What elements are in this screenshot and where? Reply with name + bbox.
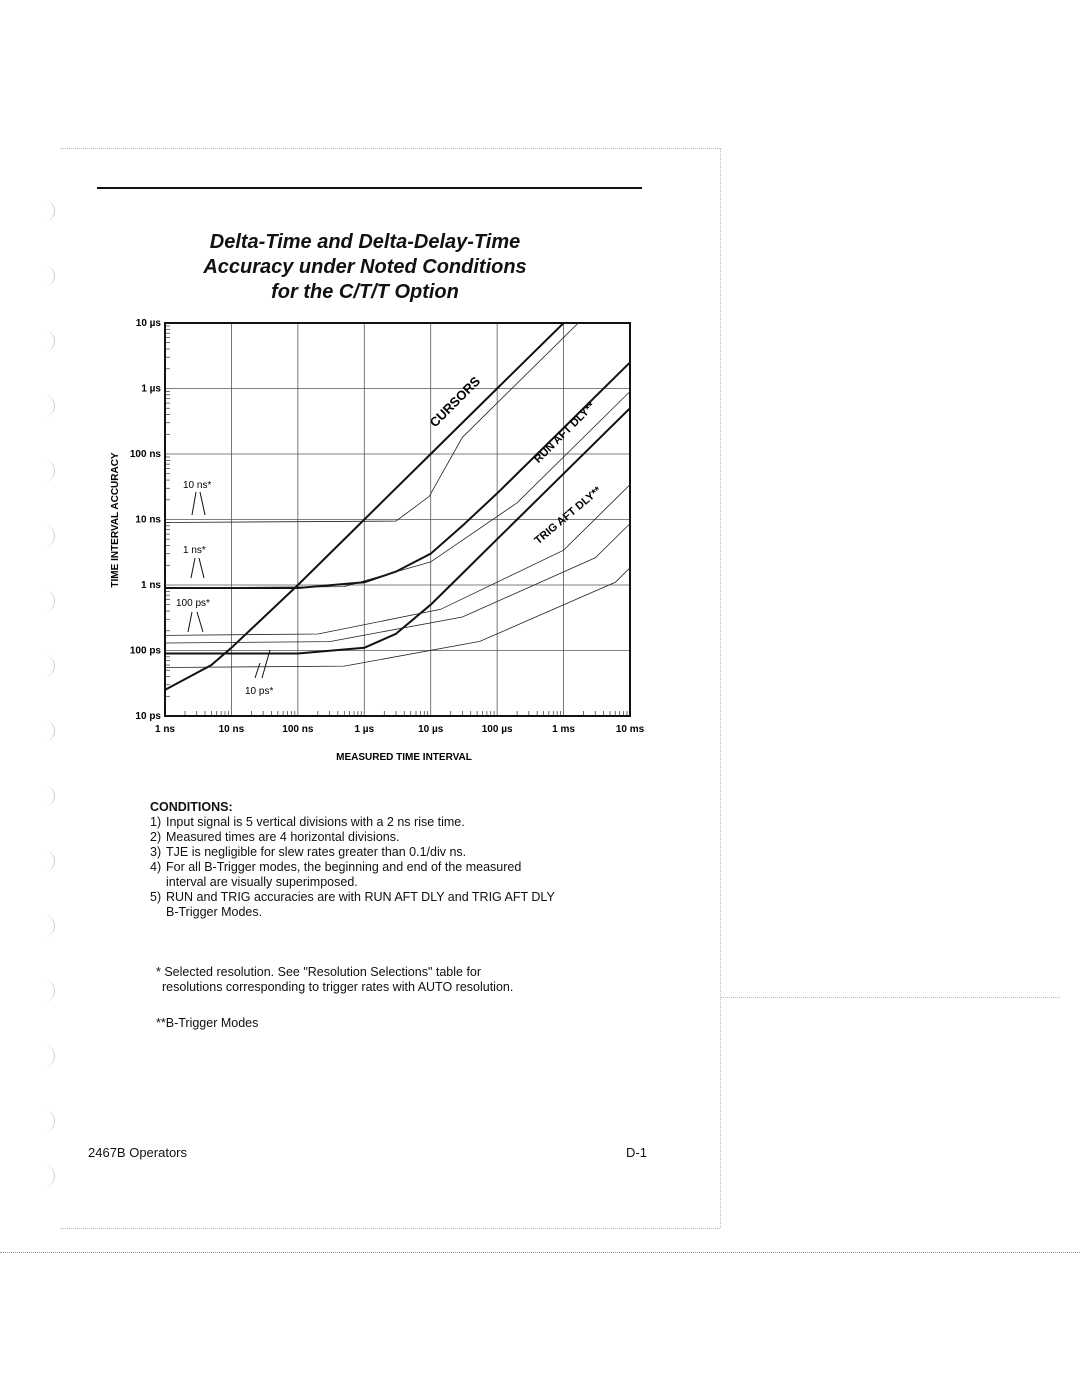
x-tick-labels: [155, 724, 645, 735]
chart-title-line-2: Accuracy under Noted Conditions: [203, 256, 527, 278]
resolution-label: 100 ps*: [176, 598, 210, 609]
resolution-arrow: [188, 612, 192, 632]
resolution-label: 10 ns*: [183, 480, 212, 491]
y-axis-label: TIME INTERVAL ACCURACY: [110, 452, 121, 588]
x-tick-label: 1 µs: [354, 724, 375, 735]
series-line-run-aft-dly: [165, 362, 630, 588]
y-tick-label: 10 ps: [135, 711, 161, 722]
resolution-arrow: [255, 663, 260, 678]
conditions-block: [150, 800, 670, 920]
resolution-label: 1 ns*: [183, 545, 206, 556]
condition-number: 1): [150, 815, 162, 829]
resolution-label: 10 ps*: [245, 686, 274, 697]
y-tick-label: 10 ns: [135, 514, 161, 526]
y-tick-label: 1 µs: [141, 383, 161, 395]
condition-item: [150, 830, 670, 845]
curve-label: TRIG AFT DLY**: [532, 484, 604, 547]
chart-title-line-3: for the C/T/T Option: [271, 281, 459, 303]
x-tick-label: 100 µs: [481, 724, 513, 735]
resolution-curve: [165, 272, 630, 523]
y-tick-label: 100 ns: [129, 449, 161, 460]
footer-page-number: D-1: [626, 1145, 647, 1160]
condition-item: [150, 815, 670, 830]
resolution-curve: [165, 524, 630, 643]
curve-label: CURSORS: [426, 373, 484, 431]
x-tick-label: 10 ms: [615, 724, 645, 735]
chart-title-line-1: Delta-Time and Delta-Delay-Time: [209, 231, 521, 253]
footnote-b-trigger: **B-Trigger Modes: [156, 1016, 259, 1030]
resolution-arrow: [192, 492, 196, 515]
condition-number: 3): [150, 845, 162, 859]
x-tick-label: 10 ns: [218, 724, 245, 735]
condition-number: 4): [150, 860, 162, 874]
condition-number: 2): [150, 830, 162, 844]
y-tick-label: 10 µs: [135, 318, 161, 329]
condition-continuation: interval are visually superimposed.: [166, 875, 358, 889]
condition-text: Input signal is 5 vertical divisions with a 2 ns rise time.: [166, 815, 465, 829]
condition-continuation: B-Trigger Modes.: [166, 905, 263, 919]
condition-text: TJE is negligible for slew rates greater than 0.1/div ns.: [166, 845, 467, 859]
y-tick-label: 100 ps: [129, 645, 161, 657]
condition-item: [150, 845, 670, 860]
condition-text: For all B-Trigger modes, the beginning and end of the measured: [166, 860, 522, 874]
x-tick-label: 100 ns: [282, 724, 314, 735]
y-tick-labels: [130, 318, 162, 722]
x-tick-label: 1 ns: [154, 724, 176, 735]
series-line-cursors: [165, 294, 595, 690]
resolution-curve: [165, 392, 630, 589]
resolution-arrow: [200, 492, 205, 515]
condition-text: Measured times are 4 horizontal divisions.: [166, 830, 400, 844]
y-tick-label: 1 ns: [140, 580, 161, 591]
resolution-arrow: [199, 558, 204, 578]
footnote-selected-resolution: [156, 965, 676, 995]
condition-item: [150, 890, 670, 905]
condition-text: RUN and TRIG accuracies are with RUN AFT DLY and TRIG AFT DLY: [166, 890, 555, 904]
x-tick-label: 10 µs: [418, 724, 444, 735]
x-axis-label: MEASURED TIME INTERVAL: [336, 752, 472, 763]
curve-label: RUN AFT DLY**: [532, 400, 598, 466]
footnote-line: * Selected resolution. See "Resolution Selections" table for: [156, 965, 482, 979]
x-tick-label: 1 ms: [552, 724, 575, 735]
resolution-curve: [165, 485, 630, 636]
resolution-arrow: [197, 612, 203, 632]
condition-item: [150, 860, 670, 875]
resolution-arrow: [191, 558, 195, 578]
footnote-line: resolutions corresponding to trigger rates with AUTO resolution.: [162, 980, 514, 994]
series-group: [165, 272, 630, 690]
condition-number: 5): [150, 890, 162, 904]
conditions-heading: CONDITIONS:: [150, 800, 233, 814]
footer-manual-title: 2467B Operators: [88, 1145, 188, 1160]
